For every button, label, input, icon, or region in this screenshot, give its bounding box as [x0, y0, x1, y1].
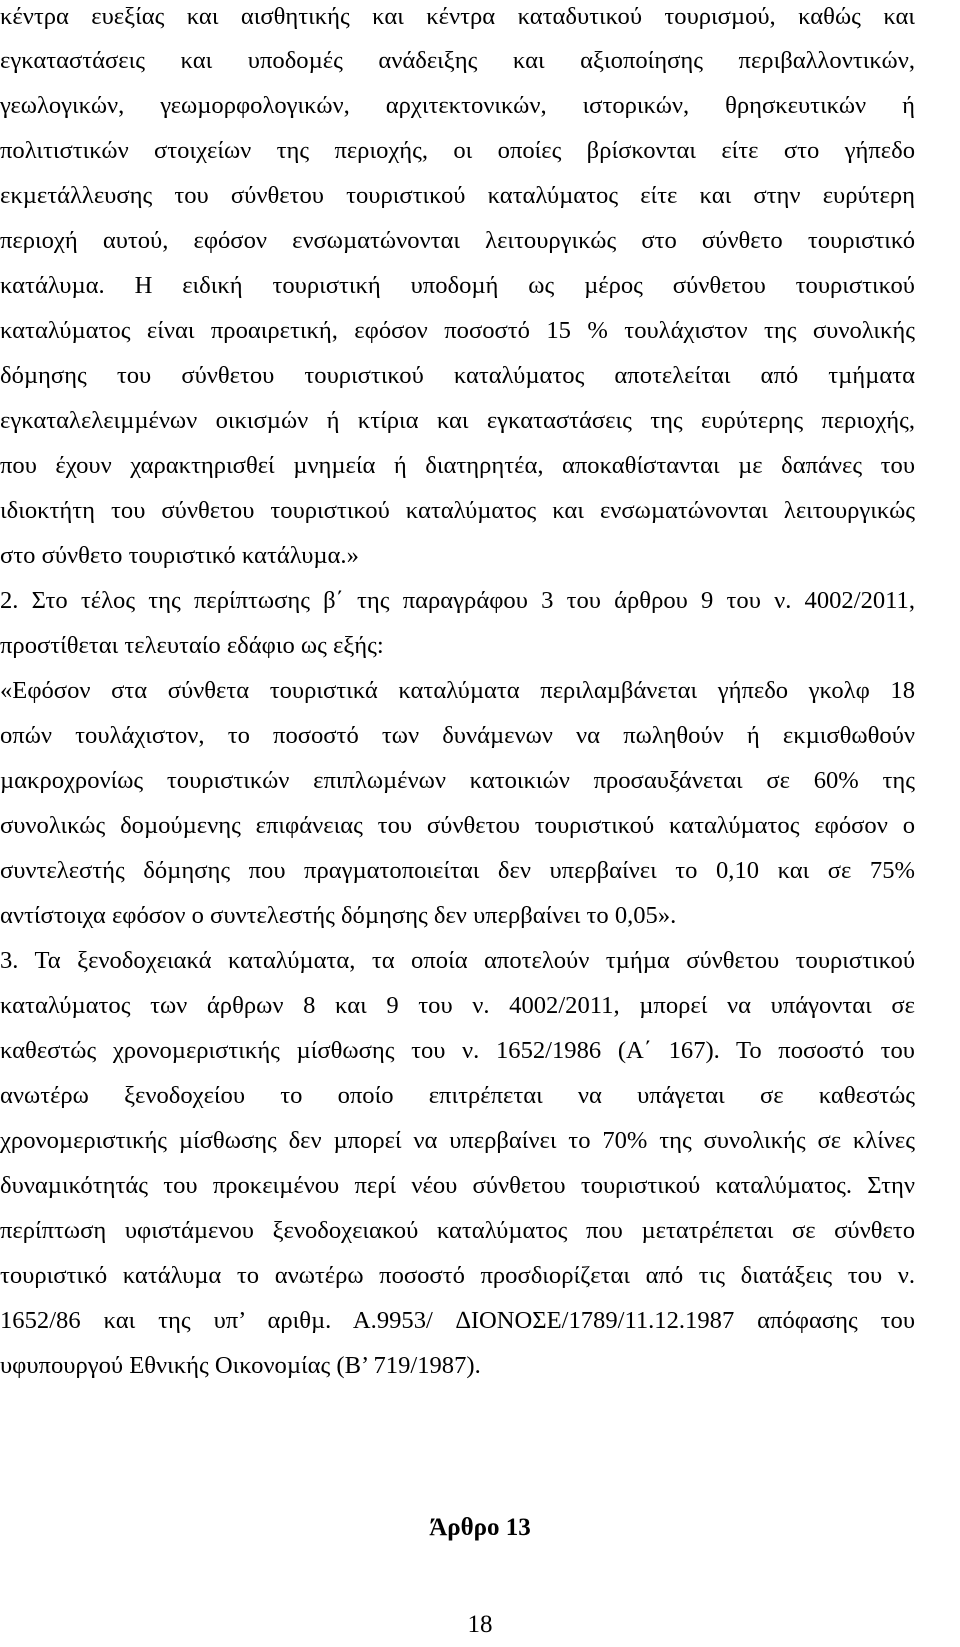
body-text-line: καταλύµατος των άρθρων 8 και 9 του ν. 4002/2011, µπορεί να υπάγονται σε — [0, 992, 915, 1019]
body-text-line: ιδιοκτήτη του σύνθετου τουριστικού καταλύµατος και ενσωµατώνονται λειτουργικώς — [0, 497, 915, 524]
body-text-line: «Εφόσον στα σύνθετα τουριστικά καταλύµατα περιλαµβάνεται γήπεδο γκολφ 18 — [0, 677, 915, 704]
body-text-line: προστίθεται τελευταίο εδάφιο ως εξής: — [0, 632, 384, 659]
body-text-line: 1652/86 και της υπ’ αριθµ. Α.9953/ ∆ΙΟΝΟΣΕ/1789/11.12.1987 απόφασης του — [0, 1307, 915, 1334]
body-text-line: κατάλυµα. Η ειδική τουριστική υποδοµή ως µέρος σύνθετου τουριστικού — [0, 272, 915, 299]
body-text-line: δόµησης του σύνθετου τουριστικού καταλύµατος αποτελείται από τµήµατα — [0, 362, 915, 389]
body-text-line: κέντρα ευεξίας και αισθητικής και κέντρα καταδυτικού τουρισµού, καθώς και — [0, 3, 915, 30]
body-text-line: εκµετάλλευσης του σύνθετου τουριστικού καταλύµατος είτε και στην ευρύτερη — [0, 182, 915, 209]
body-text-line: συντελεστής δόµησης που πραγµατοποιείται δεν υπερβαίνει το 0,10 και σε 75% — [0, 857, 915, 884]
body-text-line: υφυπουργού Εθνικής Οικονοµίας (Β’ 719/1987). — [0, 1352, 481, 1379]
body-text-line: περίπτωση υφιστάµενου ξενοδοχειακού καταλύµατος που µετατρέπεται σε σύνθετο — [0, 1217, 915, 1244]
body-text-line: χρονοµεριστικής µίσθωσης δεν µπορεί να υπερβαίνει το 70% της συνολικής σε κλίνες — [0, 1127, 915, 1154]
body-text-line: συνολικώς δοµούµενης επιφάνειας του σύνθετου τουριστικού καταλύµατος εφόσον ο — [0, 812, 915, 839]
body-text-line: πολιτιστικών στοιχείων της περιοχής, οι οποίες βρίσκονται είτε στο γήπεδο — [0, 137, 915, 164]
body-text-line: εγκαταλελειµµένων οικισµών ή κτίρια και εγκαταστάσεις της ευρύτερης περιοχής, — [0, 407, 915, 434]
body-text-line: περιοχή αυτού, εφόσον ενσωµατώνονται λειτουργικώς στο σύνθετο τουριστικό — [0, 227, 915, 254]
article-heading: Άρθρο 13 — [429, 1514, 531, 1541]
body-text-line: 3. Τα ξενοδοχειακά καταλύµατα, τα οποία αποτελούν τµήµα σύνθετου τουριστικού — [0, 947, 915, 974]
body-text-line: στο σύνθετο τουριστικό κατάλυµα.» — [0, 542, 359, 569]
body-text-line: 2. Στο τέλος της περίπτωσης β΄ της παραγράφου 3 του άρθρου 9 του ν. 4002/2011, — [0, 587, 915, 614]
body-text-line: δυναµικότητάς του προκειµένου περί νέου σύνθετου τουριστικού καταλύµατος. Στην — [0, 1172, 915, 1199]
body-text-line: ανωτέρω ξενοδοχείου το οποίο επιτρέπεται να υπάγεται σε καθεστώς — [0, 1082, 915, 1109]
body-text-line: τουριστικό κατάλυµα το ανωτέρω ποσοστό προσδιορίζεται από τις διατάξεις του ν. — [0, 1262, 915, 1289]
body-text-line: εγκαταστάσεις και υποδοµές ανάδειξης και αξιοποίησης περιβαλλοντικών, — [0, 47, 915, 74]
body-text-line: αντίστοιχα εφόσον ο συντελεστής δόµησης δεν υπερβαίνει το 0,05». — [0, 902, 677, 929]
body-text-line: µακροχρονίως τουριστικών επιπλωµένων κατοικιών προσαυξάνεται σε 60% της — [0, 767, 915, 794]
body-text-line: οπών τουλάχιστον, το ποσοστό των δυνάµενων να πωληθούν ή εκµισθωθούν — [0, 722, 915, 749]
body-text-line: γεωλογικών, γεωµορφολογικών, αρχιτεκτονικών, ιστορικών, θρησκευτικών ή — [0, 92, 915, 119]
body-text-line: καθεστώς χρονοµεριστικής µίσθωσης του ν. 1652/1986 (Α΄ 167). Το ποσοστό του — [0, 1037, 915, 1064]
body-text-line: καταλύµατος είναι προαιρετική, εφόσον ποσοστό 15 % τουλάχιστον της συνολικής — [0, 317, 915, 344]
page-number: 18 — [467, 1611, 493, 1638]
body-text-line: που έχουν χαρακτηρισθεί µνηµεία ή διατηρητέα, αποκαθίστανται µε δαπάνες του — [0, 452, 915, 479]
